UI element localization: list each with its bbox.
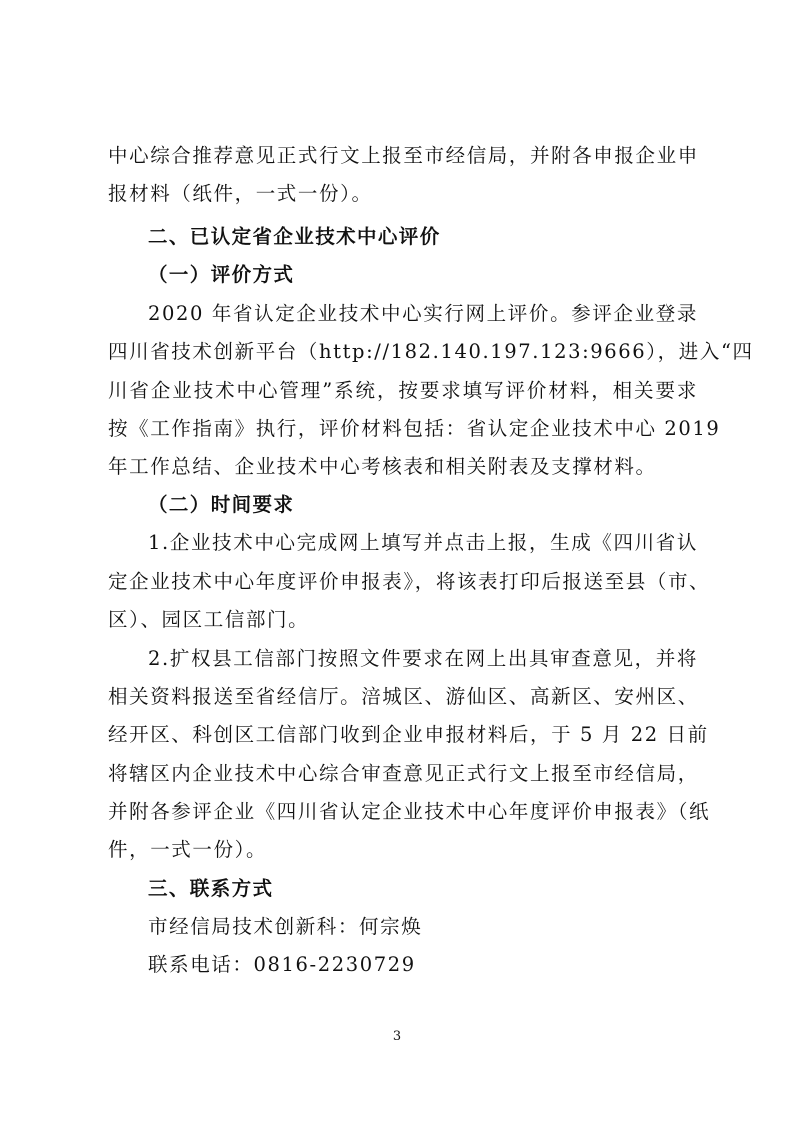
time-requirement-item-1-line-1: 1.企业技术中心完成网上填写并点击上报，生成《四川省认 <box>148 531 698 554</box>
subsection-1-heading: （一）评价方式 <box>148 263 295 286</box>
time-requirement-item-1-line-3: 区）、园区工信部门。 <box>108 608 310 631</box>
contact-person: 市经信局技术创新科：何宗焕 <box>148 915 423 938</box>
section-3-heading: 三、联系方式 <box>148 877 274 900</box>
evaluation-method-line-3: 川省企业技术中心管理”系统，按要求填写评价材料，相关要求 <box>108 379 698 402</box>
time-requirement-item-2-line-1: 2.扩权县工信部门按照文件要求在网上出具审查意见，并将 <box>148 647 698 670</box>
time-requirement-item-2-line-2: 相关资料报送至省经信厅。涪城区、游仙区、高新区、安州区、 <box>108 685 699 708</box>
time-requirement-item-2-line-6: 件，一式一份）。 <box>108 838 268 861</box>
evaluation-method-line-4: 按《工作指南》执行，评价材料包括：省认定企业技术中心 2019 <box>108 417 721 440</box>
time-requirement-item-1-line-2: 定企业技术中心年度评价申报表》，将该表打印后报送至县（市、 <box>108 570 711 593</box>
time-requirement-item-2-line-3: 经开区、科创区工信部门收到企业申报材料后，于 5 月 22 日前 <box>108 723 709 746</box>
evaluation-method-line-1: 2020 年省认定企业技术中心实行网上评价。参评企业登录 <box>148 302 698 325</box>
section-2-heading: 二、已认定省企业技术中心评价 <box>148 225 441 248</box>
intro-line-1: 中心综合推荐意见正式行文上报至市经信局，并附各申报企业申 <box>108 144 699 167</box>
intro-line-2: 报材料（纸件，一式一份）。 <box>108 182 373 205</box>
time-requirement-item-2-line-4: 将辖区内企业技术中心综合审查意见正式行文上报至市经信局， <box>108 762 699 785</box>
evaluation-method-line-2: 四川省技术创新平台（http://182.140.197.123:9666），进入“四 <box>108 340 754 363</box>
evaluation-method-line-5: 年工作总结、企业技术中心考核表和相关附表及支撑材料。 <box>108 455 657 478</box>
time-requirement-item-2-line-5: 并附各参评企业《四川省认定企业技术中心年度评价申报表》（纸 <box>108 800 711 823</box>
page-number: 3 <box>392 1029 402 1044</box>
subsection-2-heading: （二）时间要求 <box>148 493 295 516</box>
contact-phone: 联系电话：0816-2230729 <box>148 953 416 976</box>
